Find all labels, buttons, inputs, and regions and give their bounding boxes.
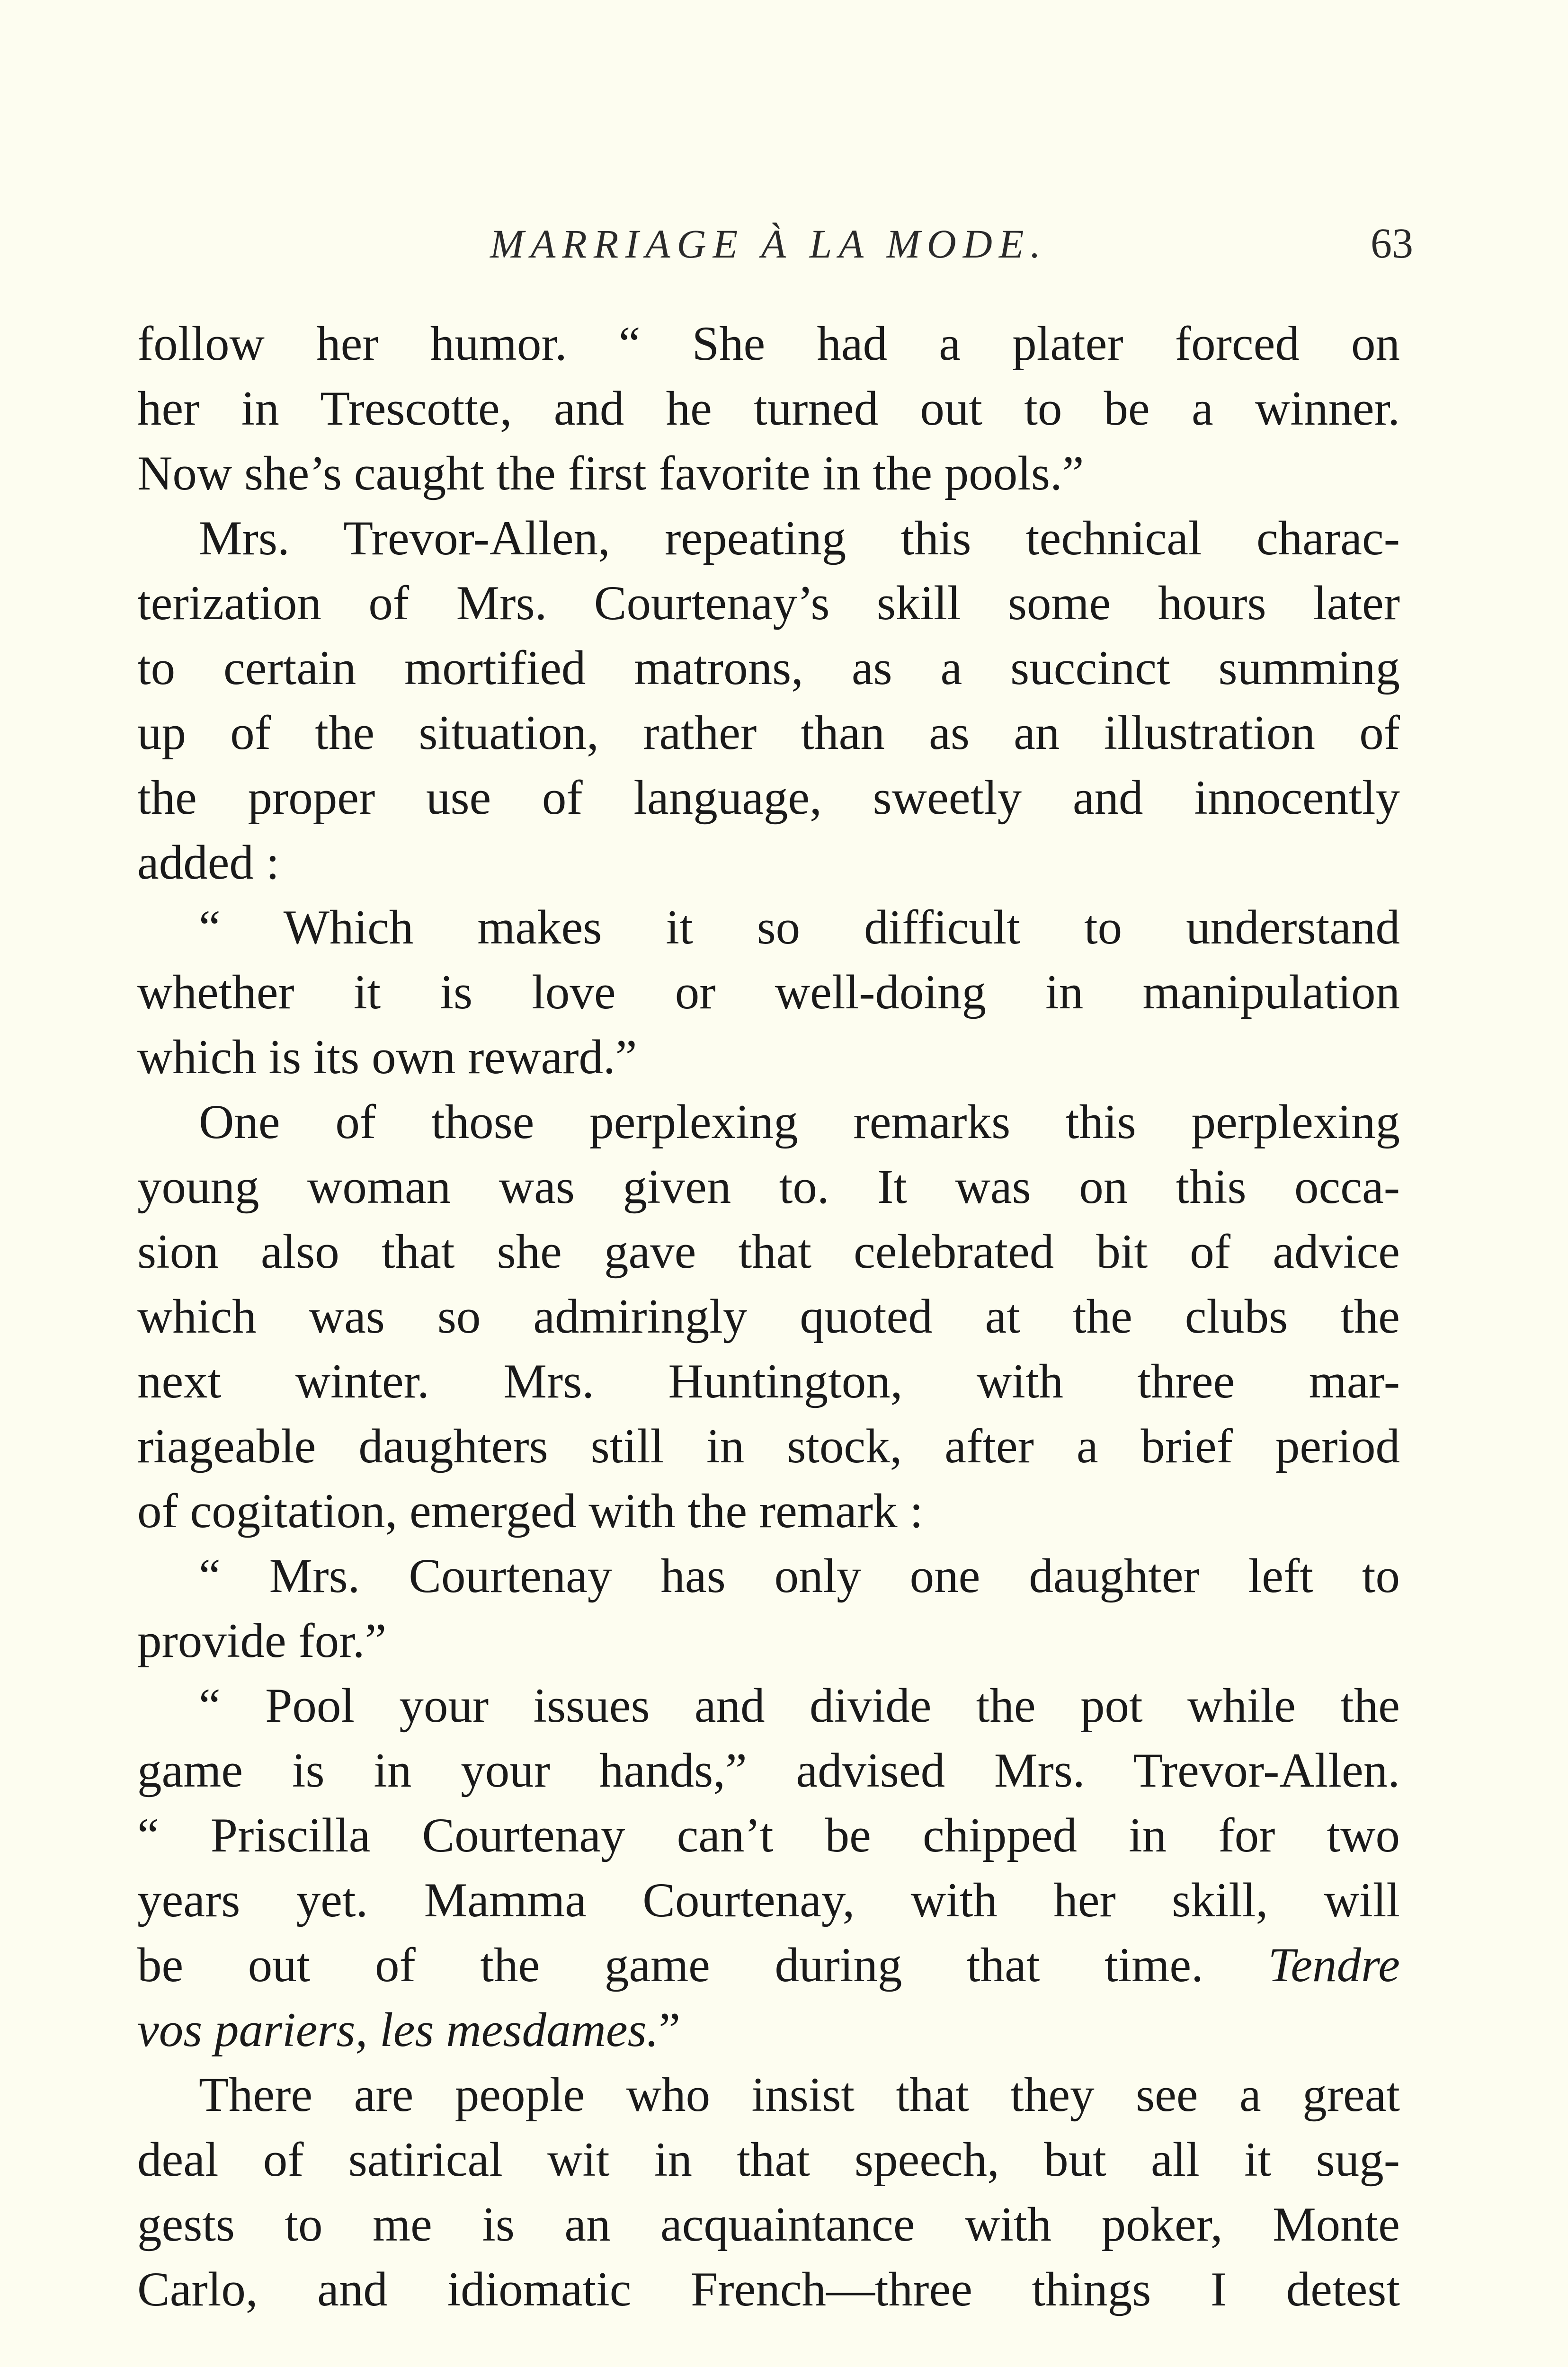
text-line: sion also that she gave that celebrated bit of advice xyxy=(137,1225,1400,1279)
body-text xyxy=(137,311,1400,2322)
text-line: added : xyxy=(137,836,280,890)
text-line: game is in your hands,” advised Mrs. Trevor-Allen. xyxy=(137,1744,1400,1797)
text-line xyxy=(137,1933,1400,1998)
text-line: next winter. Mrs. Huntington, with three mar- xyxy=(137,1354,1400,1408)
text-line: terization of Mrs. Courtenay’s skill some hours later xyxy=(137,576,1400,630)
text-line: “ Pool your issues and divide the pot while the xyxy=(199,1679,1400,1733)
text-line: whether it is love or well-doing in manipulation xyxy=(137,965,1400,1019)
text-line: deal of satirical wit in that speech, but all it sug- xyxy=(137,2133,1400,2187)
text-line: Mrs. Trevor-Allen, repeating this technical charac- xyxy=(199,511,1400,565)
text-line: “ Mrs. Courtenay has only one daughter left to xyxy=(199,1549,1400,1603)
text-line: “ Which makes it so difficult to understand xyxy=(199,900,1400,954)
text-line: of cogitation, emerged with the remark : xyxy=(137,1484,923,1538)
text-line: follow her humor. “ She had a plater forced on xyxy=(137,317,1400,371)
text-line: provide for.” xyxy=(137,1614,387,1668)
text-line: to certain mortified matrons, as a succinct summing xyxy=(137,641,1400,695)
text-line: the proper use of language, sweetly and innocently xyxy=(137,771,1400,825)
text-line: “ Priscilla Courtenay can’t be chipped in for two xyxy=(137,1808,1400,1862)
text-line: young woman was given to. It was on this occa- xyxy=(137,1160,1400,1214)
running-title: MARRIAGE À LA MODE. xyxy=(490,221,1047,267)
text-line: Carlo, and idiomatic French—three things I detest xyxy=(137,2262,1400,2316)
italic-text: Tendre xyxy=(1268,1938,1400,1992)
text-line: gests to me is an acquaintance with poker, Monte xyxy=(137,2198,1400,2251)
text-segment: be out of the game during that time. xyxy=(137,1938,1203,1992)
text-line: Now she’s caught the first favorite in the pools.” xyxy=(137,446,1084,500)
text-line: which is its own reward.” xyxy=(137,1030,637,1084)
text-line: up of the situation, rather than as an illustration of xyxy=(137,706,1400,760)
running-head xyxy=(137,213,1413,275)
text-line: years yet. Mamma Courtenay, with her skill, will xyxy=(137,1873,1400,1927)
text-line: her in Trescotte, and he turned out to be a winner. xyxy=(137,382,1400,436)
text-line: One of those perplexing remarks this perplexing xyxy=(199,1095,1400,1149)
closing-quote: ” xyxy=(659,2003,681,2057)
text-line: There are people who insist that they see a great xyxy=(199,2068,1400,2122)
text-line: riageable daughters still in stock, after a brief period xyxy=(137,1419,1400,1473)
italic-text: vos pariers, les mesdames. xyxy=(137,2003,659,2057)
text-line xyxy=(137,1998,1400,2063)
page-number: 63 xyxy=(1371,220,1413,267)
text-line: which was so admiringly quoted at the clubs the xyxy=(137,1290,1400,1344)
